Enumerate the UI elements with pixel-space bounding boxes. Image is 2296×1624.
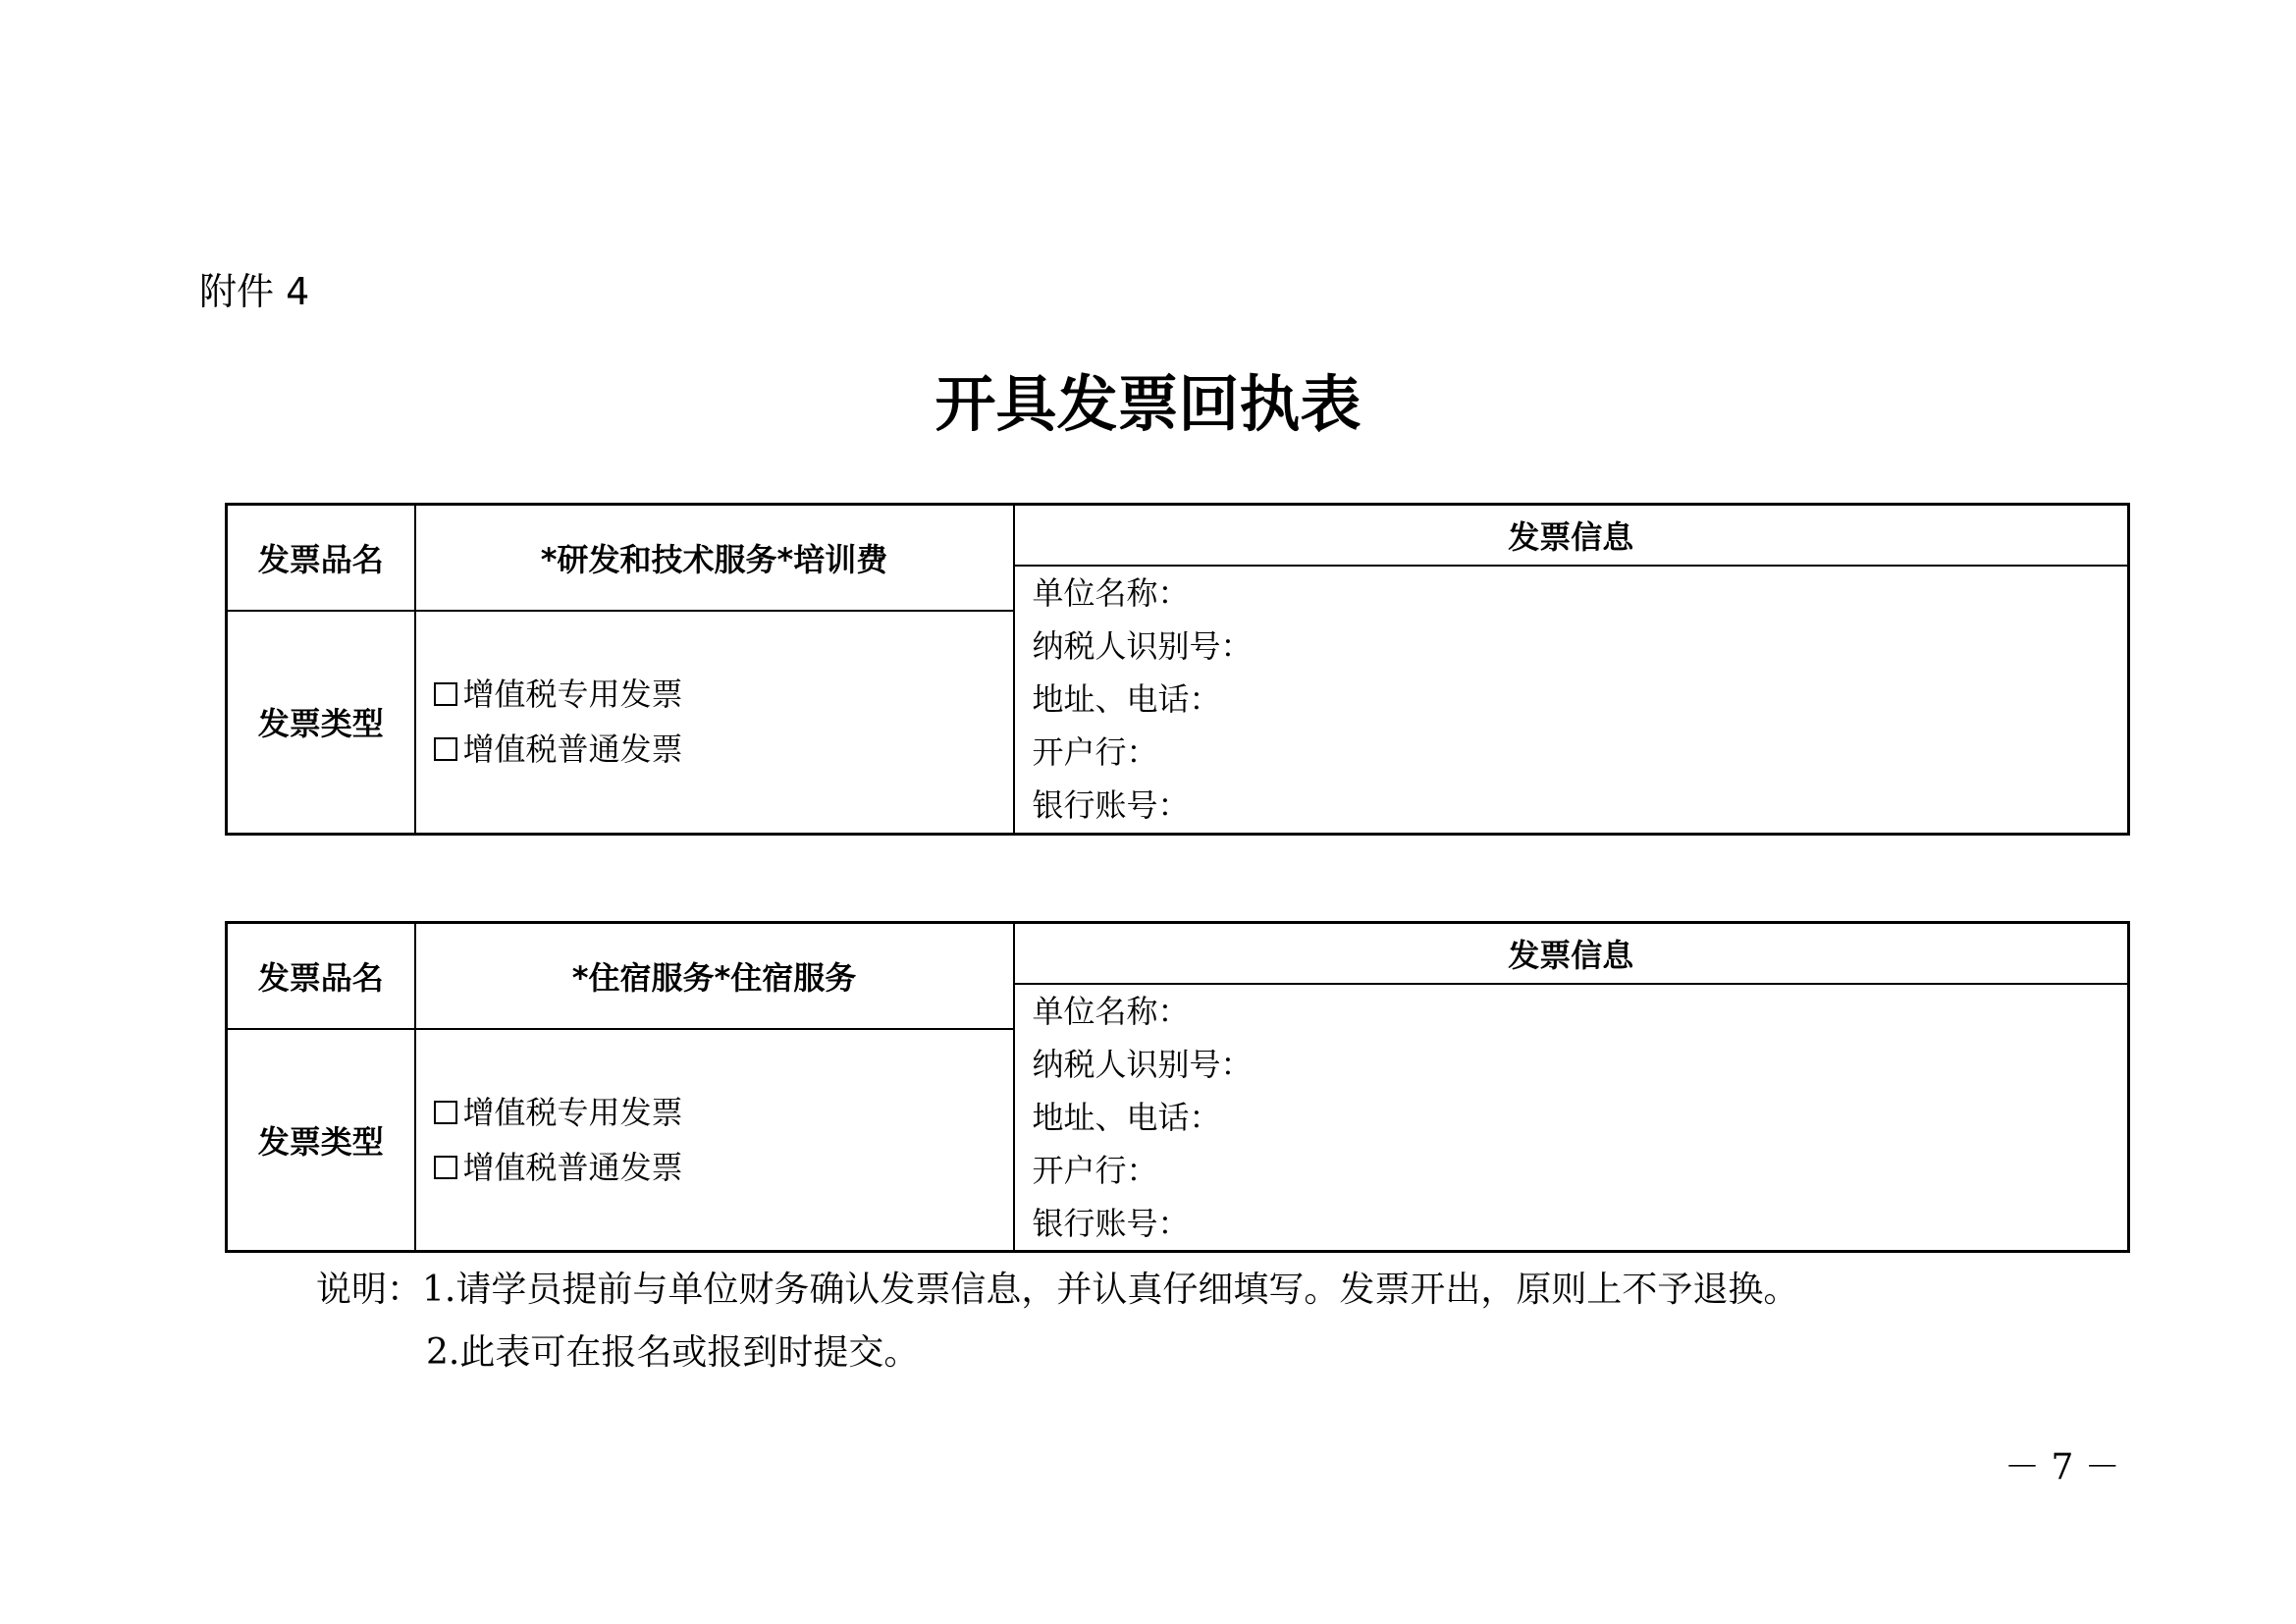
type-option-ordinary[interactable] — [434, 1140, 1013, 1195]
info-field-bank[interactable]: 开户行： — [1032, 1151, 1158, 1189]
info-field-bank[interactable]: 开户行： — [1032, 732, 1158, 771]
invoice-info-header: 发票信息 — [1014, 505, 2129, 566]
info-field-taxpayer-id[interactable]: 纳税人识别号： — [1032, 1045, 1253, 1083]
invoice-item-name: *住宿服务*住宿服务 — [415, 923, 1014, 1030]
info-field-account[interactable]: 银行账号： — [1032, 1204, 1190, 1242]
invoice-type-label: 发票类型 — [227, 611, 415, 835]
info-field-address-phone[interactable]: 地址、电话： — [1032, 679, 1221, 718]
checkbox-icon[interactable] — [434, 682, 457, 706]
checkbox-icon[interactable] — [434, 737, 457, 761]
page-title: 开具发票回执表 — [934, 368, 1362, 440]
info-field-address-phone[interactable]: 地址、电话： — [1032, 1098, 1221, 1136]
type-option-ordinary[interactable] — [434, 722, 1013, 777]
type-option-label: 增值税专用发票 — [462, 676, 683, 714]
page-number: － 7 － — [2004, 1447, 2120, 1488]
invoice-name-label: 发票品名 — [227, 505, 415, 611]
checkbox-icon[interactable] — [434, 1101, 457, 1124]
invoice-item-name: *研发和技术服务*培训费 — [415, 505, 1014, 611]
note-line-2: 2.此表可在报名或报到时提交。 — [426, 1332, 920, 1373]
invoice-info-fields — [1014, 984, 2129, 1252]
info-field-company-name[interactable]: 单位名称： — [1032, 573, 1190, 612]
invoice-type-options — [415, 1029, 1014, 1251]
invoice-type-options — [415, 611, 1014, 835]
note-text-1: 1.请学员提前与单位财务确认发票信息，并认真仔细填写。发票开出，原则上不予退换。 — [422, 1270, 1799, 1310]
info-field-taxpayer-id[interactable]: 纳税人识别号： — [1032, 626, 1253, 665]
type-option-label: 增值税普通发票 — [462, 731, 683, 769]
note-line-1 — [316, 1259, 1798, 1322]
type-option-label: 增值税普通发票 — [462, 1148, 683, 1186]
type-option-special[interactable] — [434, 1085, 1013, 1140]
info-field-company-name[interactable]: 单位名称： — [1032, 992, 1190, 1030]
invoice-info-header: 发票信息 — [1014, 923, 2129, 984]
invoice-form-2 — [225, 921, 2130, 1253]
info-field-account[interactable]: 银行账号： — [1032, 785, 1190, 824]
invoice-name-label: 发票品名 — [227, 923, 415, 1030]
invoice-info-fields — [1014, 566, 2129, 835]
type-option-label: 增值税专用发票 — [462, 1093, 683, 1131]
attachment-label: 附件 4 — [199, 270, 310, 313]
checkbox-icon[interactable] — [434, 1156, 457, 1179]
type-option-special[interactable] — [434, 667, 1013, 722]
invoice-type-label: 发票类型 — [227, 1029, 415, 1251]
note-prefix: 说明： — [316, 1270, 423, 1310]
invoice-form-1 — [225, 503, 2130, 836]
notes — [316, 1259, 1798, 1384]
